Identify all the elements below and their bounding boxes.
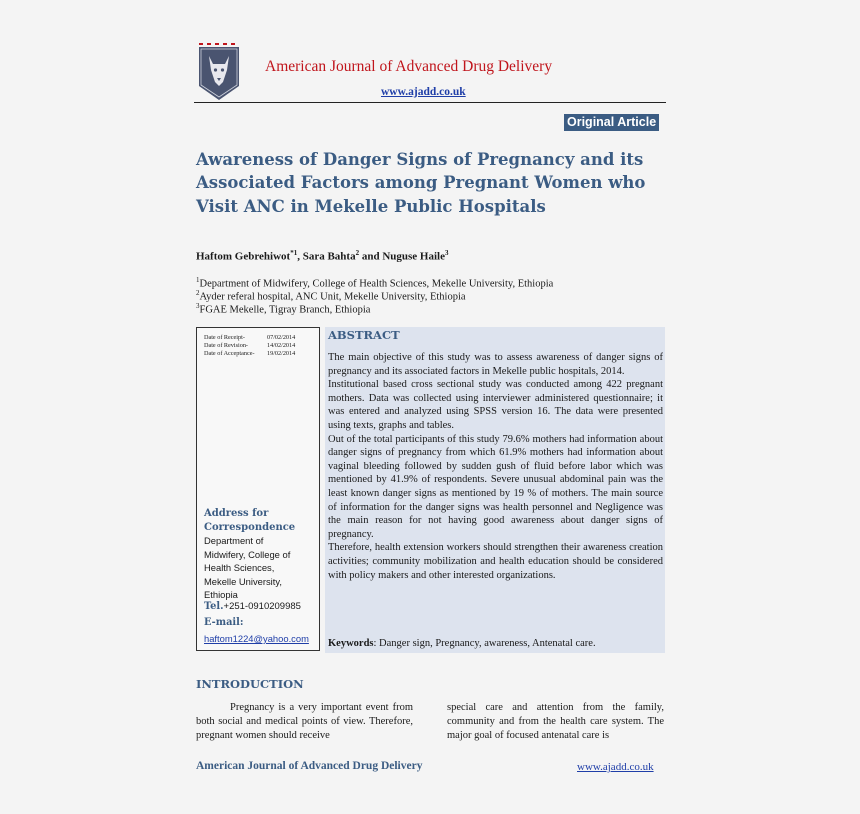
author-separator: , bbox=[297, 250, 303, 263]
keywords-list: : Danger sign, Pregnancy, awareness, Antenatal care. bbox=[373, 638, 596, 649]
author-affiliation-marker: 2 bbox=[355, 249, 360, 257]
address-line: Health Sciences, bbox=[204, 562, 275, 574]
date-received bbox=[204, 334, 296, 341]
date-value: 14/02/2014 bbox=[267, 342, 296, 349]
affiliation-marker: 2 bbox=[196, 289, 200, 297]
journal-title: American Journal of Advanced Drug Delivery bbox=[265, 58, 553, 75]
abstract-paragraph: Therefore, health extension workers should strengthen their awareness creation activities; community mobilization and health education should be considered with policy makers and other interested organizations. bbox=[328, 542, 663, 581]
date-label: Date of Revision- bbox=[204, 342, 248, 349]
date-value: 19/02/2014 bbox=[267, 350, 296, 357]
date-value: 07/02/2014 bbox=[267, 334, 296, 341]
address-line: Midwifery, College of bbox=[204, 548, 291, 560]
abstract-body bbox=[328, 351, 663, 582]
tel-value: +251-0910209985 bbox=[223, 601, 301, 612]
author-affiliation-marker: *1 bbox=[290, 249, 298, 257]
abstract-panel bbox=[325, 327, 665, 653]
footer-journal-title: American Journal of Advanced Drug Delivery bbox=[196, 760, 423, 772]
affiliation-marker: 1 bbox=[196, 276, 200, 284]
keywords-label: Keywords bbox=[328, 638, 374, 649]
address-line: Department of bbox=[204, 535, 264, 546]
affiliation-marker: 3 bbox=[196, 302, 200, 310]
header-divider bbox=[194, 102, 666, 103]
correspondence-address bbox=[204, 534, 316, 602]
address-line: Mekelle University, bbox=[204, 575, 282, 587]
date-label: Date of Receipt- bbox=[204, 334, 245, 341]
article-info-box bbox=[196, 327, 320, 651]
introduction-heading: INTRODUCTION bbox=[196, 677, 304, 691]
footer-url-link[interactable]: www.ajadd.co.uk bbox=[577, 761, 654, 773]
date-revised bbox=[204, 342, 296, 349]
address-line: Ethiopia bbox=[204, 589, 238, 601]
introduction-column-right: special care and attention from the family, community and from the health care system. The major goal of focused antenatal care is bbox=[447, 702, 664, 741]
author-affiliation-marker: 3 bbox=[444, 249, 449, 257]
article-title: Awareness of Danger Signs of Pregnancy and its Associated Factors among Pregnant Women who Visit ANC in Mekelle Public Hospitals bbox=[196, 150, 646, 216]
article-type-badge: Original Article bbox=[564, 114, 659, 131]
email-label: E-mail: bbox=[204, 617, 244, 628]
correspondence-heading: Address for Correspondence bbox=[204, 508, 296, 533]
affiliation-1 bbox=[196, 276, 553, 290]
abstract-paragraph: The main objective of this study was to assess awareness of danger signs of pregnancy and its associated factors in Mekelle public hospitals, 2014. bbox=[328, 352, 663, 377]
email-link[interactable]: haftom1224@yahoo.com bbox=[204, 633, 309, 644]
affiliation-text: FGAE Mekelle, Tigray Branch, Ethiopia bbox=[199, 304, 371, 316]
email-line bbox=[204, 615, 316, 648]
author-separator: and bbox=[359, 250, 383, 263]
abstract-paragraph: Institutional based cross sectional study was conducted among 422 pregnant mothers. Data was collected using interviewer administered questionnaire; it was entered and analyzed using SPSS version 16. The data were presented using texts, graphs and tables. bbox=[328, 379, 663, 431]
keywords-line bbox=[328, 638, 596, 649]
affiliation-3 bbox=[196, 302, 370, 316]
affiliation-text: Ayder referal hospital, ANC Unit, Mekelle University, Ethiopia bbox=[199, 291, 466, 303]
date-accepted bbox=[204, 350, 296, 357]
abstract-heading: ABSTRACT bbox=[328, 328, 400, 342]
telephone-line bbox=[204, 601, 301, 612]
affiliation-text: Department of Midwifery, College of Health Sciences, Mekelle University, Ethiopia bbox=[199, 278, 554, 290]
abstract-paragraph: Out of the total participants of this study 79.6% mothers had information about danger signs of pregnancy from which 61.9% mothers had information about vaginal bleeding followed by sudden gush of fluid before labor which was mentioned by 41.9% of respondents. Severe unusual abdominal pain was the least known danger signs as mentioned by 19 % of mothers. The main source of information for the danger signs was health personnel and Negligence was the main reason for not having good awareness about danger signs of pregnancy. bbox=[328, 433, 663, 540]
author-name: Sara Bahta bbox=[302, 250, 356, 263]
affiliation-2 bbox=[196, 289, 466, 303]
tel-label: Tel. bbox=[204, 601, 224, 612]
journal-url-link[interactable]: www.ajadd.co.uk bbox=[381, 86, 466, 98]
author-list bbox=[196, 249, 448, 263]
introduction-column-left: Pregnancy is a very important event from both social and medical points of view. Therefore, pregnant women should receive bbox=[196, 702, 413, 741]
author-name: Haftom Gebrehiwot bbox=[196, 250, 291, 263]
author-name: Nuguse Haile bbox=[382, 250, 445, 263]
date-label: Date of Acceptance- bbox=[204, 350, 255, 357]
journal-logo-icon bbox=[197, 42, 241, 102]
